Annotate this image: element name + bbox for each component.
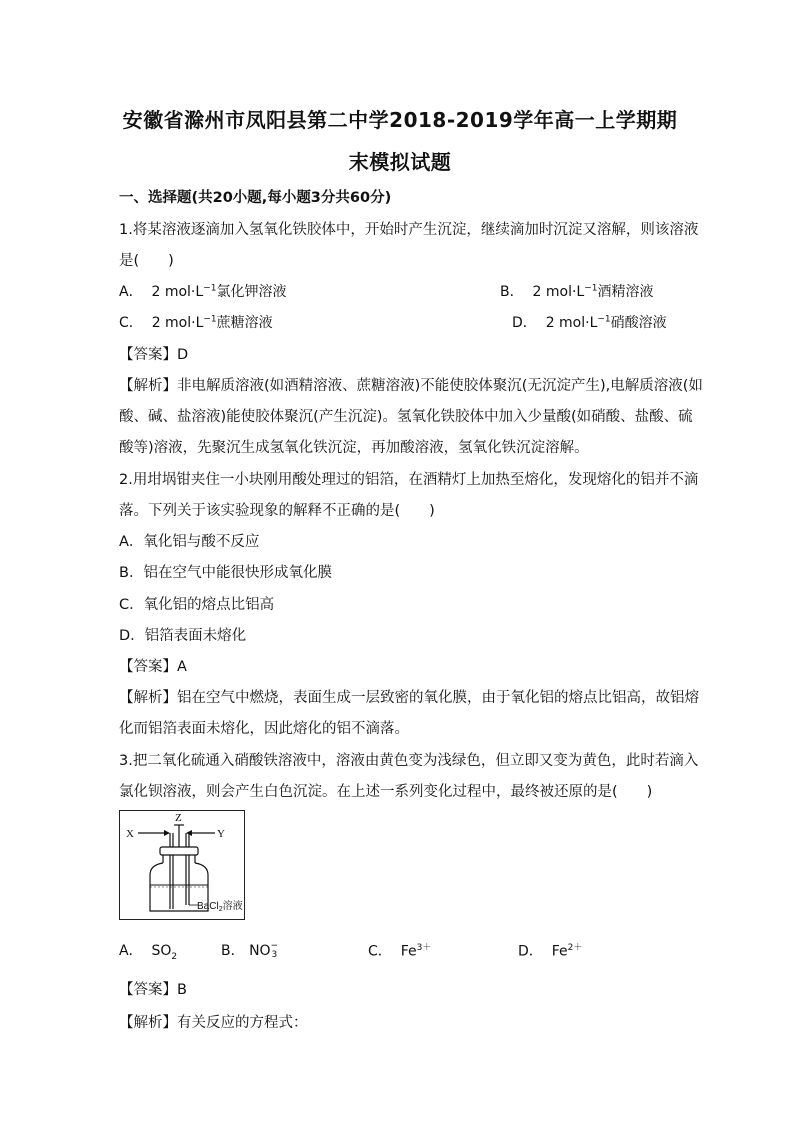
q2-stem-line-2: 落。下列关于该实验现象的解释不正确的是( ): [119, 503, 435, 519]
q1-option-a: [119, 281, 286, 301]
q2-analysis-line-1: 【解析】铝在空气中燃烧，表面生成一层致密的氧化膜，由于氧化铝的熔点比铝高，故铝熔: [119, 690, 699, 706]
option-text: 氯化钾溶液: [216, 284, 287, 300]
q3-option-d: [518, 940, 582, 961]
q3-option-c: [368, 940, 431, 961]
svg-text:BaCl2溶液: [197, 899, 243, 913]
q2-analysis-line-2: 化而铝箔表面未熔化，因此熔化的铝不滴落。: [119, 721, 409, 737]
option-conc: 2 mol·L: [151, 315, 204, 331]
option-formula: Fe: [400, 943, 417, 960]
option-letter: D．: [512, 315, 537, 331]
option-letter: B．: [221, 943, 245, 959]
document-title-line-2: 末模拟试题: [348, 150, 452, 174]
q1-analysis-line-1: 【解析】非电解质溶液(如酒精溶液、蔗糖溶液)不能使胶体聚沉(无沉淀产生),电解质溶液(如: [119, 378, 703, 394]
option-formula-sup: 3＋: [416, 943, 432, 953]
q1-analysis-line-3: 酸等)溶液，先聚沉生成氢氧化铁沉淀，再加酸溶液，氢氧化铁沉淀溶解。: [119, 440, 589, 456]
q2-option-d: D．铝箔表面未熔化: [119, 628, 247, 644]
option-formula-sup: 2＋: [567, 943, 583, 953]
q3-option-a: [119, 940, 177, 962]
label-solution-suffix: 溶液: [222, 901, 243, 912]
option-conc-exponent: −1: [203, 283, 217, 294]
q3-option-b: [221, 940, 278, 960]
option-text: 蔗糖溶液: [216, 315, 273, 331]
q1-option-c: [119, 312, 273, 332]
option-conc-exponent: −1: [203, 314, 217, 325]
option-conc: 2 mol·L: [532, 284, 585, 300]
q1-analysis-line-2: 酸、碱、盐溶液)能使胶体聚沉(产生沉淀)。氢氧化铁胶体中加入少量酸(如硝酸、盐酸、硫: [119, 409, 693, 425]
option-letter: D．: [518, 943, 543, 960]
q2-answer: 【答案】A: [119, 659, 187, 675]
label-y: Y: [217, 828, 225, 840]
option-letter: C．: [119, 315, 143, 331]
option-formula: NO: [249, 943, 271, 959]
q2-option-c: C．氧化铝的熔点比铝高: [119, 597, 275, 613]
option-formula-sub: 2: [171, 951, 178, 962]
q3-analysis-line-1: 【解析】有关反应的方程式：: [119, 1015, 308, 1031]
option-formula: Fe: [551, 943, 568, 960]
x-arrow-head: [164, 830, 170, 836]
option-formula-sup: −: [270, 941, 279, 951]
label-x: X: [126, 828, 134, 840]
label-z: Z: [175, 812, 182, 824]
q1-option-b: [500, 281, 654, 301]
option-text: 硝酸溶液: [610, 315, 667, 331]
option-letter: B．: [500, 284, 524, 300]
option-conc: 2 mol·L: [151, 284, 204, 300]
option-letter: C．: [368, 943, 392, 960]
option-formula-sub: 3: [271, 950, 278, 960]
q3-answer: 【答案】B: [119, 982, 187, 998]
q2-option-b: B．铝在空气中能很快形成氧化膜: [119, 565, 332, 581]
q3-stem-line-2: 氯化钡溶液，则会产生白色沉淀。在上述一系列变化过程中，最终被还原的是( ): [119, 784, 653, 800]
option-conc: 2 mol·L: [545, 315, 598, 331]
option-letter: A．: [119, 284, 143, 300]
bottle-stopper: [160, 847, 198, 855]
q1-stem-line-1: 1.将某溶液逐滴加入氢氧化铁胶体中，开始时产生沉淀，继续滴加时沉淀又溶解，则该溶液: [119, 222, 699, 238]
option-letter: A．: [119, 943, 143, 959]
option-text: 酒精溶液: [597, 284, 654, 300]
option-conc-exponent: −1: [584, 283, 598, 294]
q1-stem-line-2: 是( ): [119, 253, 174, 269]
q2-stem-line-1: 2.用坩埚钳夹住一小块刚用酸处理过的铝箔，在酒精灯上加热至熔化，发现熔化的铝并不滴: [119, 472, 699, 488]
option-formula: SO: [151, 943, 172, 959]
q3-stem-line-1: 3.把二氧化硫通入硝酸铁溶液中，溶液由黄色变为浅绿色，但立即又变为黄色，此时若滴入: [119, 753, 699, 769]
label-solution: BaCl: [197, 901, 219, 912]
document-title-line-1: 安徽省滁州市凤阳县第二中学2018-2019学年高一上学期期: [122, 108, 678, 132]
section-heading: 一、选择题(共20小题,每小题3分共60分): [119, 190, 392, 206]
q2-option-a: A．氧化铝与酸不反应: [119, 534, 260, 550]
label-solution-sub: 2: [218, 906, 223, 913]
gas-washing-bottle-figure: [119, 810, 245, 920]
option-conc-exponent: −1: [597, 314, 611, 325]
q1-option-d: [512, 312, 667, 332]
q1-answer: 【答案】D: [119, 347, 189, 363]
